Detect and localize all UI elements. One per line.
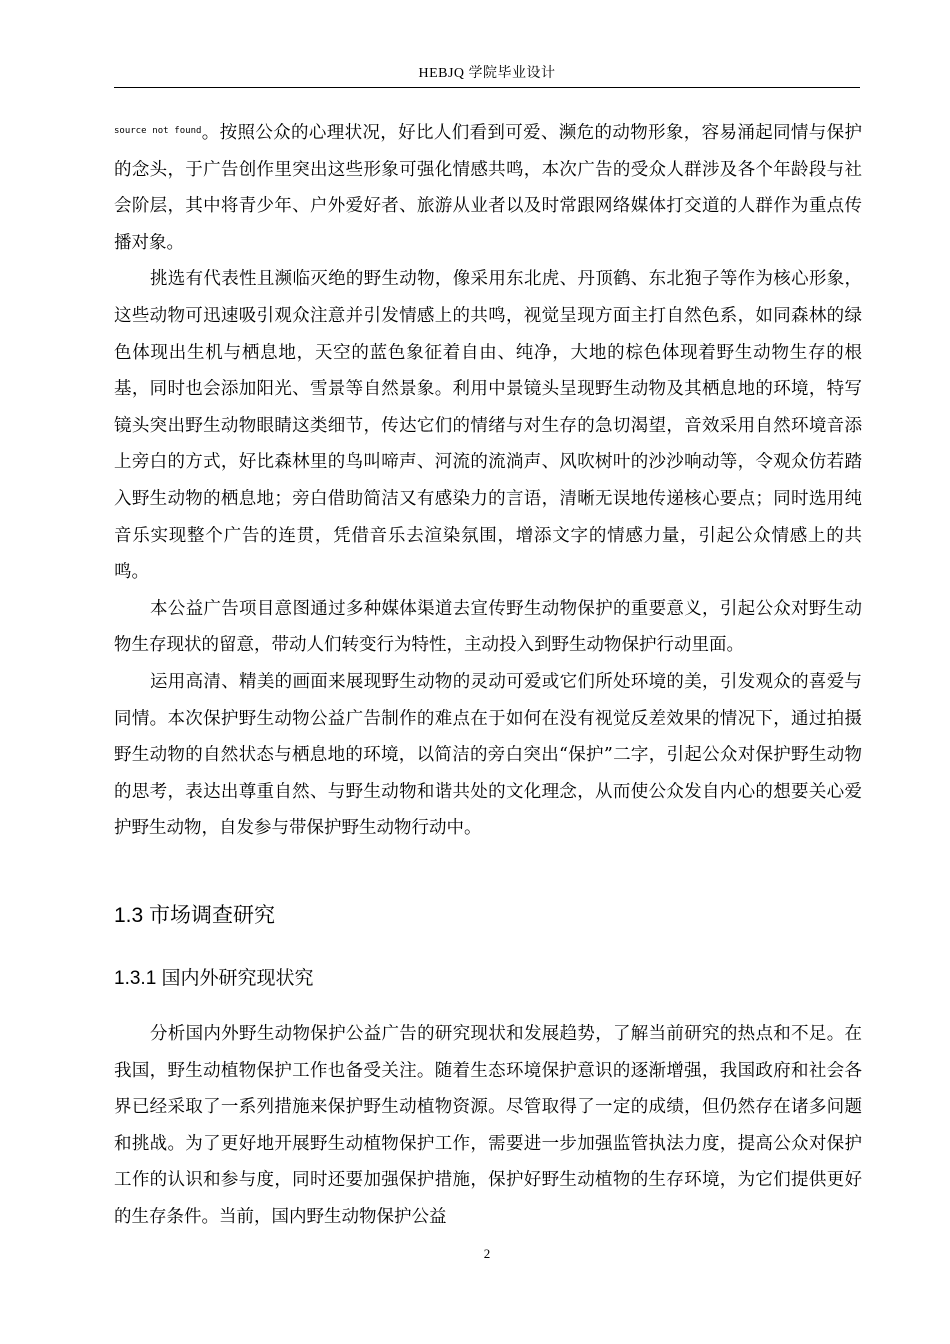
paragraph-production-difficulty: 运用高清、精美的画面来展现野生动物的灵动可爱或它们所处环境的美，引发观众的喜爱与同情。本次保护野生动物公益广告制作的难点在于如何在没有视觉反差效果的情况下，通过拍摄野生动物的自然状态与栖息地的环境，以简洁的旁白突出“保护”二字，引起公众对保护野生动物的思考，表达出尊重自然、与野生动物和谐共处的文化理念，从而使公众发自内心的想要关心爱护野生动物，自发参与带保护野生动物行动中。 [114,671,862,839]
header-divider [114,87,860,88]
citation-error-note: source not found [114,126,202,136]
subsection-heading: 1.3.1 国内外研究现状究 [114,968,314,989]
page-number: 2 [483,1246,491,1261]
paragraph-audience [114,113,862,261]
running-header: HEBJQ 学院毕业设计 [418,66,556,81]
paragraph-research-status: 分析国内外野生动物保护公益广告的研究现状和发展趋势，了解当前研究的热点和不足。在我国，野生动植物保护工作也备受关注。随着生态环境保护意识的逐渐增强，我国政府和社会各界已经采取了一系列措施来保护野生动植物资源。尽管取得了一定的成绩，但仍然存在诸多问题和挑战。为了更好地开展野生动植物保护工作，需要进一步加强监管执法力度，提高公众对保护工作的认识和参与度，同时还要加强保护措施，保护好野生动植物的生存环境，为它们提供更好的生存条件。当前，国内野生动物保护公益 [114,1024,862,1227]
section-heading: 1.3 市场调查研究 [114,904,276,927]
paragraph-project-intent: 本公益广告项目意图通过多种媒体渠道去宣传野生动物保护的重要意义，引起公众对野生动物生存现状的留意，带动人们转变行为特性，主动投入到野生动物保护行动里面。 [114,598,862,656]
paragraph-visual-design: 挑选有代表性且濒临灭绝的野生动物，像采用东北虎、丹顶鹤、东北狍子等作为核心形象，这些动物可迅速吸引观众注意并引发情感上的共鸣，视觉呈现方面主打自然色系，如同森林的绿色体现出生机与栖息地，天空的蓝色象征着自由、纯净，大地的棕色体现着野生动物生存的根基，同时也会添加阳光、雪景等自然景象。利用中景镜头呈现野生动物及其栖息地的环境，特写镜头突出野生动物眼睛这类细节，传达它们的情绪与对生存的急切渴望，音效采用自然环境音添上旁白的方式，好比森林里的鸟叫啼声、河流的流淌声、风吹树叶的沙沙响动等，令观众仿若踏入野生动物的栖息地；旁白借助简洁又有感染力的言语，清晰无误地传递核心要点；同时选用纯音乐实现整个广告的连贯，凭借音乐去渲染氛围，增添文字的情感力量，引起公众情感上的共鸣。 [114,269,862,583]
body-text [114,113,862,847]
paragraph-text: 。按照公众的心理状况，好比人们看到可爱、濒危的动物形象，容易涌起同情与保护的念头，于广告创作里突出这些形象可强化情感共鸣，本次广告的受众人群涉及各个年龄段与社会阶层，其中将青少年、户外爱好者、旅游从业者以及时常跟网络媒体打交道的人群作为重点传播对象。 [114,123,862,253]
section-body-text [114,1016,862,1236]
